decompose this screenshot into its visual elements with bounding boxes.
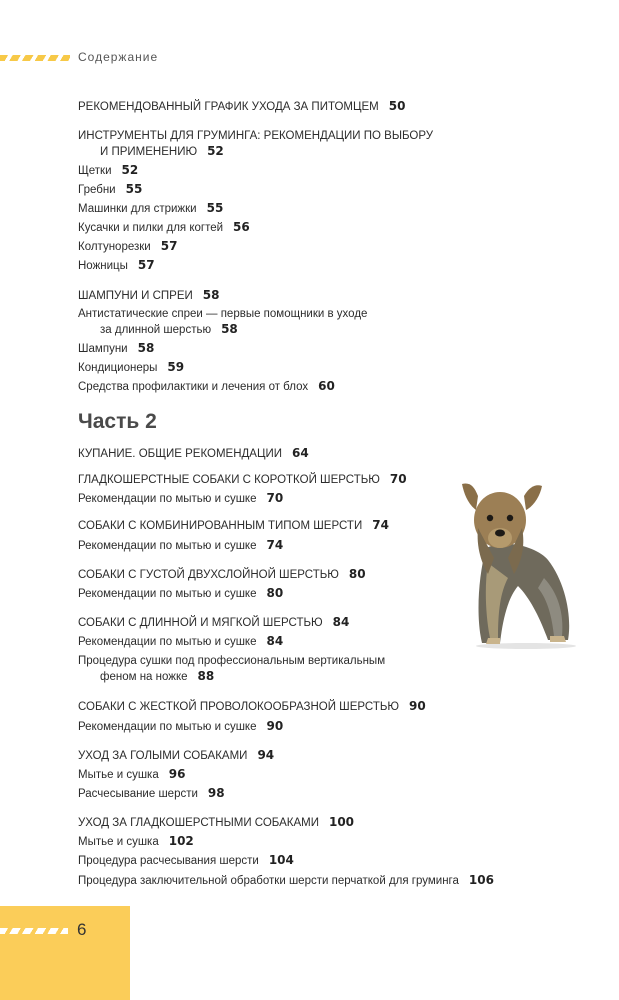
toc-entry bbox=[78, 834, 194, 850]
toc-entry bbox=[78, 719, 283, 735]
toc-entry-title: Кусачки и пилки для когтей bbox=[78, 222, 224, 234]
toc-entry-continuation-text: феном на ножке bbox=[100, 671, 188, 683]
dog-photo bbox=[448, 478, 580, 650]
toc-entry-title: Процедура сушки под профессиональным вертикальным bbox=[78, 655, 386, 667]
toc-page-number: 80 bbox=[348, 567, 366, 581]
toc-page-number: 58 bbox=[202, 288, 220, 302]
toc-page-number: 90 bbox=[409, 699, 426, 713]
toc-entry bbox=[78, 615, 349, 631]
toc-page-number: 98 bbox=[207, 786, 225, 800]
toc-entry bbox=[78, 491, 283, 507]
toc-entry-title: Антистатические спреи — первые помощники в уходе bbox=[78, 308, 368, 320]
toc-entry-title: Расчесывание шерсти bbox=[78, 788, 198, 800]
toc-page-number: 59 bbox=[167, 360, 185, 374]
toc-entry-title: КУПАНИЕ. ОБЩИЕ РЕКОМЕНДАЦИИ bbox=[78, 448, 283, 460]
toc-entry bbox=[78, 518, 389, 534]
toc-page-number: 52 bbox=[121, 163, 139, 177]
toc-entry-title: СОБАКИ С КОМБИНИРОВАННЫМ ТИПОМ ШЕРСТИ bbox=[78, 520, 363, 532]
toc-entry-title: ШАМПУНИ И СПРЕИ bbox=[78, 290, 193, 302]
toc-entry bbox=[78, 129, 433, 160]
toc-entry-title: СОБАКИ С ДЛИННОЙ И МЯГКОЙ ШЕРСТЬЮ bbox=[78, 617, 323, 629]
toc-entry-continuation-text: И ПРИМЕНЕНИЮ bbox=[100, 146, 198, 158]
toc-page-number: 94 bbox=[257, 748, 275, 762]
toc-page-number: 106 bbox=[468, 873, 494, 887]
toc-entry-title: Гребни bbox=[78, 184, 116, 196]
toc-page-number: 88 bbox=[197, 669, 215, 683]
toc-entry-title: Ножницы bbox=[78, 260, 128, 272]
toc-entry-title: Колтунорезки bbox=[78, 241, 151, 253]
toc-entry-title: Щетки bbox=[78, 165, 112, 177]
toc-entry bbox=[78, 654, 385, 685]
toc-entry bbox=[78, 220, 250, 236]
toc-entry-title: Процедура заключительной обработки шерсти перчаткой для груминга bbox=[78, 875, 459, 887]
toc-entry-continuation-text: за длинной шерстью bbox=[100, 324, 212, 336]
toc-entry-continuation bbox=[78, 144, 433, 160]
toc-page-number: 57 bbox=[137, 258, 155, 272]
toc-entry-continuation bbox=[78, 322, 367, 338]
toc-entry bbox=[78, 567, 366, 583]
toc-entry bbox=[78, 163, 138, 179]
toc-entry-title: Шампуни bbox=[78, 343, 128, 355]
toc-page-number: 56 bbox=[233, 220, 250, 234]
toc-entry bbox=[78, 767, 185, 783]
toc-entry-title: Машинки для стрижки bbox=[78, 203, 197, 215]
toc-entry bbox=[78, 201, 223, 217]
toc-page-number: 57 bbox=[160, 239, 178, 253]
toc-entry-title: РЕКОМЕНДОВАННЫЙ ГРАФИК УХОДА ЗА ПИТОМЦЕМ bbox=[78, 101, 379, 113]
toc-page-number: 58 bbox=[137, 341, 155, 355]
toc-entry bbox=[78, 360, 184, 376]
decorative-stripes-top bbox=[0, 55, 70, 61]
toc-page-number: 100 bbox=[328, 815, 355, 829]
toc-page-number: 55 bbox=[206, 201, 224, 215]
toc-entry-title: ИНСТРУМЕНТЫ ДЛЯ ГРУМИНГА: РЕКОМЕНДАЦИИ ПО ВЫБОРУ bbox=[78, 130, 434, 142]
toc-entry bbox=[78, 379, 335, 395]
toc-page-number: 84 bbox=[266, 634, 284, 648]
toc-entry bbox=[78, 341, 154, 357]
toc-entry-continuation bbox=[78, 669, 385, 685]
toc-entry bbox=[78, 853, 294, 869]
toc-entry-title: ГЛАДКОШЕРСТНЫЕ СОБАКИ С КОРОТКОЙ ШЕРСТЬЮ bbox=[78, 474, 380, 486]
toc-page-number: 90 bbox=[266, 719, 284, 733]
decorative-stripes-bottom bbox=[0, 928, 68, 934]
toc-entry-title: Рекомендации по мытью и сушке bbox=[78, 636, 257, 648]
toc-entry bbox=[78, 472, 407, 488]
toc-entry-title: Мытье и сушка bbox=[78, 836, 159, 848]
toc-page-number: 74 bbox=[372, 518, 389, 532]
toc-entry bbox=[78, 182, 142, 198]
toc-entry bbox=[78, 815, 354, 831]
toc-page-number: 104 bbox=[268, 853, 294, 867]
toc-entry bbox=[78, 634, 283, 650]
toc-page-number: 80 bbox=[266, 586, 284, 600]
toc-page-number: 60 bbox=[318, 379, 335, 393]
toc-page-number: 74 bbox=[266, 538, 284, 552]
toc-entry-title: УХОД ЗА ГЛАДКОШЕРСТНЫМИ СОБАКАМИ bbox=[78, 817, 319, 829]
toc-entry-title: Рекомендации по мытью и сушке bbox=[78, 540, 257, 552]
toc-page-number: 50 bbox=[388, 99, 406, 113]
toc-entry bbox=[78, 873, 494, 889]
toc-entry bbox=[78, 748, 274, 764]
toc-page-number: 70 bbox=[266, 491, 284, 505]
toc-entry bbox=[78, 586, 283, 602]
toc-entry-title: Рекомендации по мытью и сушке bbox=[78, 721, 257, 733]
running-header: Содержание bbox=[78, 50, 159, 64]
toc-entry bbox=[78, 307, 367, 338]
toc-page-number: 55 bbox=[125, 182, 143, 196]
toc-entry bbox=[78, 786, 225, 802]
part-2-heading: Часть 2 bbox=[78, 410, 157, 433]
toc-page-number: 64 bbox=[292, 446, 309, 460]
toc-entry bbox=[78, 239, 177, 255]
toc-entry bbox=[78, 99, 405, 115]
footer-color-block bbox=[0, 906, 130, 1000]
toc-page-number: 96 bbox=[168, 767, 186, 781]
toc-entry-title: СОБАКИ С ЖЕСТКОЙ ПРОВОЛОКООБРАЗНОЙ ШЕРСТЬЮ bbox=[78, 701, 400, 713]
toc-page-number: 52 bbox=[207, 144, 224, 158]
toc-entry-title: Рекомендации по мытью и сушке bbox=[78, 493, 257, 505]
toc-entry-title: Кондиционеры bbox=[78, 362, 158, 374]
toc-entry bbox=[78, 258, 155, 274]
page-number: 6 bbox=[77, 920, 87, 939]
toc-entry bbox=[78, 446, 309, 462]
toc-page-number: 84 bbox=[332, 615, 350, 629]
toc-entry-title: Процедура расчесывания шерсти bbox=[78, 855, 259, 867]
toc-page-number: 102 bbox=[168, 834, 194, 848]
toc-entry bbox=[78, 699, 426, 715]
toc-entry bbox=[78, 538, 283, 554]
toc-page-number: 58 bbox=[221, 322, 238, 336]
toc-entry-title: СОБАКИ С ГУСТОЙ ДВУХСЛОЙНОЙ ШЕРСТЬЮ bbox=[78, 569, 339, 581]
toc-entry-title: Рекомендации по мытью и сушке bbox=[78, 588, 257, 600]
toc-page-number: 70 bbox=[389, 472, 407, 486]
toc-entry-title: Мытье и сушка bbox=[78, 769, 159, 781]
toc-entry bbox=[78, 288, 219, 304]
toc-entry-title: Средства профилактики и лечения от блох bbox=[78, 381, 309, 393]
toc-entry-title: УХОД ЗА ГОЛЫМИ СОБАКАМИ bbox=[78, 750, 248, 762]
